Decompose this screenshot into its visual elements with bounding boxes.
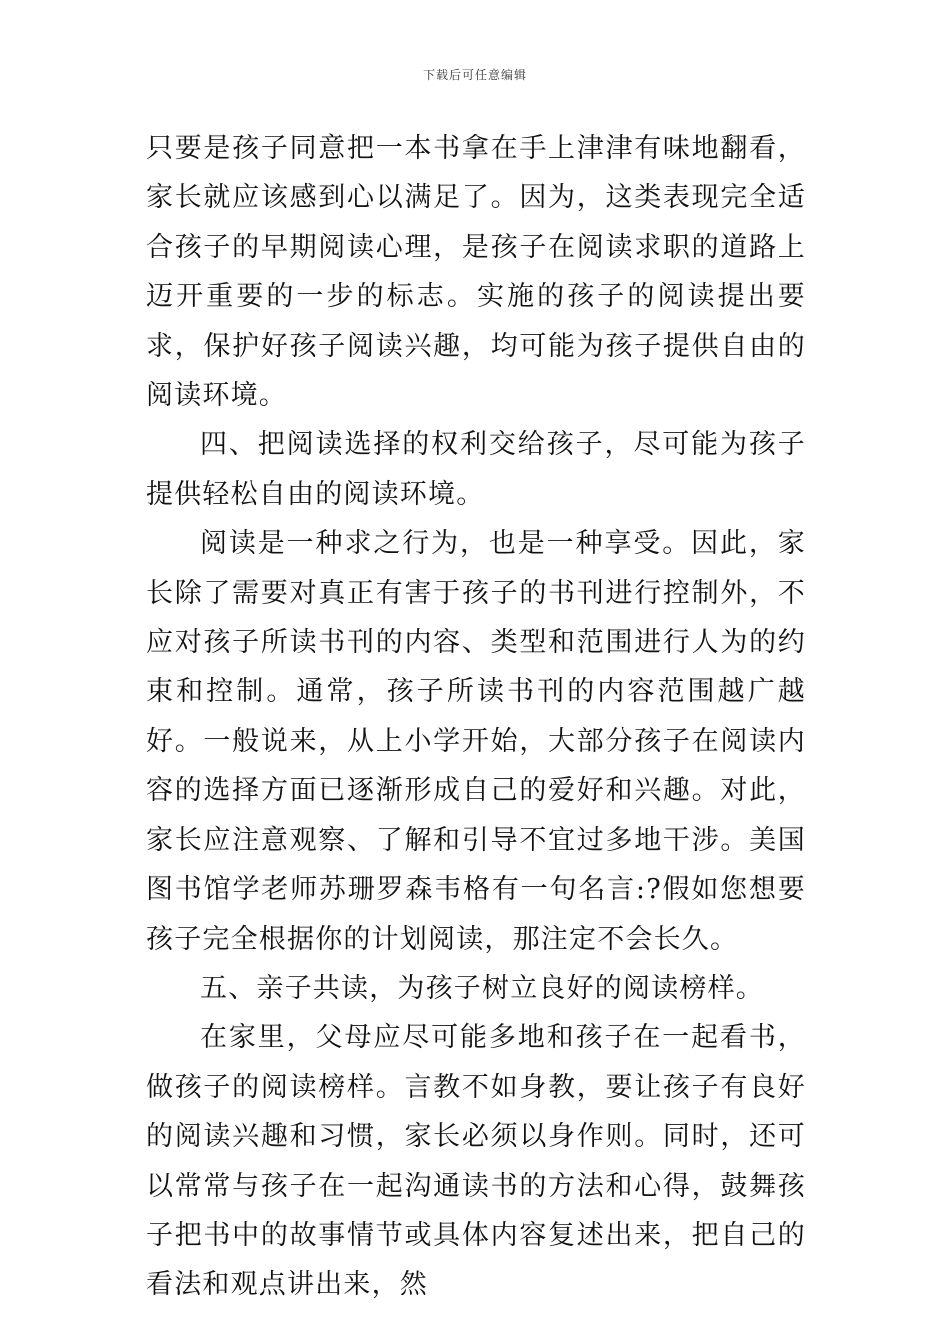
paragraph: 只要是孩子同意把一本书拿在手上津津有味地翻看，家长就应该感到心以满足了。因为，这类表现完全适合孩子的早期阅读心理，是孩子在阅读求职的道路上迈开重要的一步的标志。实施的孩子的阅读提出要求，保护好孩子阅读兴趣，均可能为孩子提供自由的阅读环境。	[146, 133, 806, 412]
section-heading-paragraph: 五、亲子共读，为孩子树立良好的阅读榜样。	[200, 972, 764, 1004]
paragraph: 阅读是一种求之行为，也是一种享受。因此，家长除了需要对真正有害于孩子的书刊进行控制外，不应对孩子所读书刊的内容、类型和范围进行人为的约束和控制。通常，孩子所读书刊的内容范围越广越好。一般说来，从上小学开始，大部分孩子在阅读内容的选择方面已逐渐形成自己的爱好和兴趣。对此，家长应注意观察、了解和引导不宜过多地干涉。美国图书馆学老师苏珊罗森韦格有一句名言:?假如您想要孩子完全根据你的计划阅读，那注定不会长久。	[146, 528, 806, 955]
page-header-note: 下载后可任意编辑	[422, 68, 527, 82]
section-heading-paragraph: 四、把阅读选择的权利交给孩子，尽可能为孩子提供轻松自由的阅读环境。	[146, 429, 806, 510]
document-body	[146, 124, 806, 1310]
paragraph: 在家里，父母应尽可能多地和孩子在一起看书，做孩子的阅读榜样。言教不如身教，要让孩子有良好的阅读兴趣和习惯，家长必须以身作则。同时，还可以常常与孩子在一起沟通读书的方法和心得，鼓舞孩子把书中的故事情节或具体内容复述出来，把自己的看法和观点讲出来，然	[146, 1022, 806, 1301]
